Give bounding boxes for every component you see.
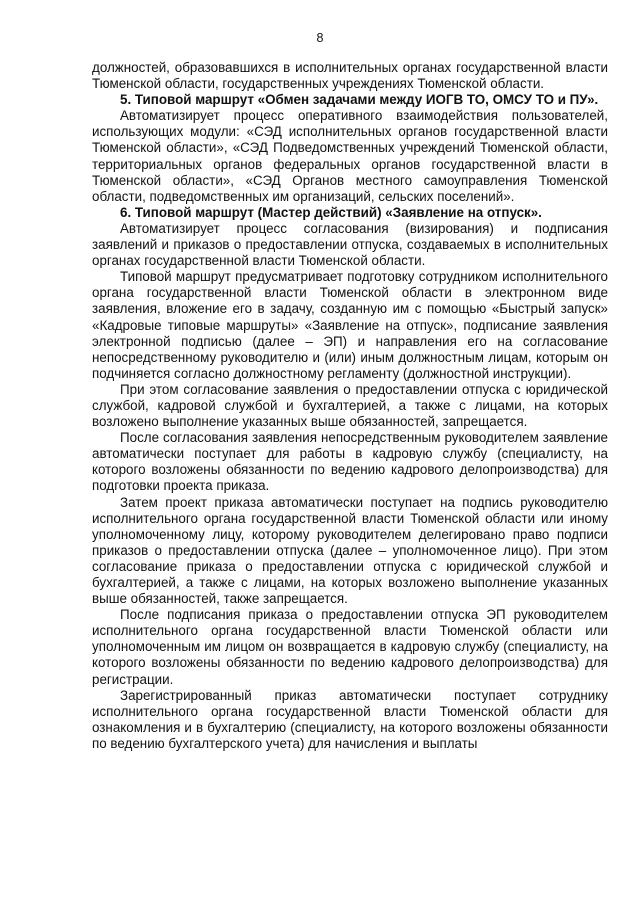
paragraph: Зарегистрированный приказ автоматически поступает сотруднику исполнительного органа государственной власти Тюменской области для ознакомления и в бухгалтерию (специалисту, на которого возложены обязанности по ведению бухгалтерского учета) для начисления и выплаты xyxy=(92,687,608,751)
paragraph: Автоматизирует процесс оперативного взаимодействия пользователей, использующих модули: «СЭД исполнительных органов государственной власти Тюменской области», «СЭД Подведомственных учреждений Тюменской области, территориальных органов федеральных органов государственной власти в Тюменской области», «СЭД Органов местного самоуправления Тюменской области, подведомственных им организаций, сельских поселений». xyxy=(92,108,608,204)
paragraph: Автоматизирует процесс согласования (визирования) и подписания заявлений и приказов о предоставлении отпуска, создаваемых в исполнительных органах государственной власти Тюменской области. xyxy=(92,220,608,269)
section-heading-5: 5. Типовой маршрут «Обмен задачами между ИОГВ ТО, ОМСУ ТО и ПУ». xyxy=(120,92,599,108)
paragraph-continuation: должностей, образовавшихся в исполнительных органах государственной власти Тюменской области, государственных учреждениях Тюменской области. xyxy=(92,60,608,92)
paragraph: После подписания приказа о предоставлении отпуска ЭП руководителем исполнительного органа государственной власти Тюменской области или уполномоченным им лицом он возвращается в кадровую службу (специалисту, на которого возложены обязанности по ведению кадрового делопроизводства) для регистрации. xyxy=(92,607,608,687)
paragraph: Типовой маршрут предусматривает подготовку сотрудником исполнительного органа государственной власти Тюменской области в электронном виде заявления, вложение его в задачу, созданную им с помощью «Быстрый запуск» «Кадровые типовые маршруты» «Заявление на отпуск», подписание заявления электронной подписью (далее – ЭП) и направления его на согласование непосредственному руководителю и (или) иным должностным лицам, которым он подчиняется согласно должностному регламенту (должностной инструкции). xyxy=(92,269,608,381)
paragraph: После согласования заявления непосредственным руководителем заявление автоматически поступает для работы в кадровую службу (специалисту, на которого возложены обязанности по ведению кадрового делопроизводства) для подготовки проекта приказа. xyxy=(92,430,608,494)
paragraph: Затем проект приказа автоматически поступает на подпись руководителю исполнительного органа государственной власти Тюменской области или иному уполномоченному лицу, которому руководителем делегировано право подписи приказов о предоставлении отпуска (далее – уполномоченное лицо). При этом согласование приказа о предоставлении отпуска с юридической службой и бухгалтерией, а также с лицами, на которых возложено выполнение указанных выше обязанностей, также запрещается. xyxy=(92,494,608,607)
page-number: 8 xyxy=(316,31,324,45)
document-body xyxy=(92,60,608,752)
paragraph: При этом согласование заявления о предоставлении отпуска с юридической службой, кадровой службой и бухгалтерией, а также с лицами, на которых возложено выполнение указанных выше обязанностей, запрещается. xyxy=(92,381,608,430)
section-heading-6: 6. Типовой маршрут (Мастер действий) «Заявление на отпуск». xyxy=(120,204,542,220)
